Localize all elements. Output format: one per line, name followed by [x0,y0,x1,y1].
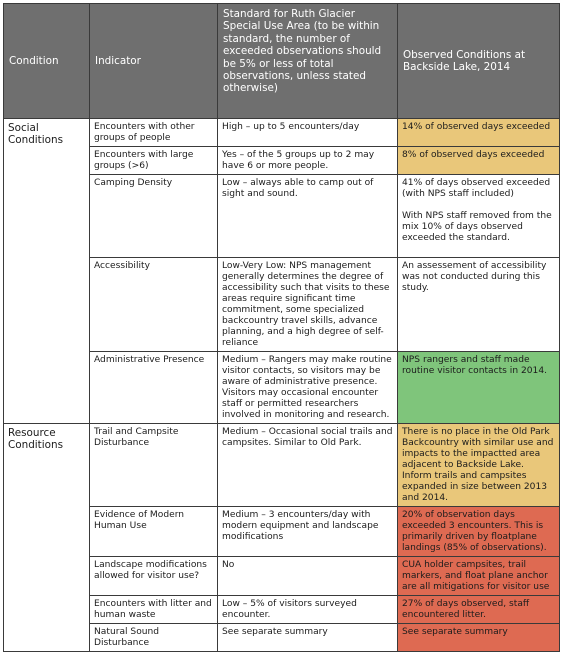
standard-cell: High – up to 5 encounters/day [218,119,398,147]
observed-cell: 27% of days observed, staff encountered litter. [398,596,560,624]
standard-cell: Medium – 3 encounters/day with modern equipment and landscape modifications [218,507,398,557]
standard-cell: Medium – Rangers may make routine visitor contacts, so visitors may be aware of administrative presence. Visitors may occasional encounter staff or permitted researchers involved in monitoring and research. [218,352,398,424]
observed-cell: 14% of observed days exceeded [398,119,560,147]
observed-cell: There is no place in the Old Park Backcountry with similar use and impacts to the impactted area adjacent to Backside Lake. Inform trails and campsites expanded in size between 2013 and 2014. [398,424,560,507]
header-standard: Standard for Ruth Glacier Special Use Area (to be within standard, the number of exceeded observations should be 5% or less of total observations, unless stated otherwise) [218,4,398,119]
standard-cell: Medium – Occasional social trails and campsites. Similar to Old Park. [218,424,398,507]
header-row [4,4,560,119]
standard-cell: See separate summary [218,624,398,652]
indicator-cell: Evidence of Modern Human Use [90,507,218,557]
observed-cell: NPS rangers and staff made routine visitor contacts in 2014. [398,352,560,424]
indicator-cell: Administrative Presence [90,352,218,424]
standard-cell: Low – 5% of visitors surveyed encounter. [218,596,398,624]
observed-text-note: With NPS staff removed from the mix 10% of days observed exceeded the standard. [402,211,552,243]
table-row [4,424,560,507]
header-observed: Observed Conditions at Backside Lake, 2014 [398,4,560,119]
standard-cell: No [218,557,398,596]
table-row [4,119,560,147]
indicator-cell: Encounters with litter and human waste [90,596,218,624]
standard-cell: Low – always able to camp out of sight and sound. [218,175,398,258]
observed-cell: CUA holder campsites, trail markers, and float plane anchor are all mitigations for visitor use [398,557,560,596]
indicator-cell: Natural Sound Disturbance [90,624,218,652]
header-indicator: Indicator [90,4,218,119]
indicator-cell: Encounters with large groups (>6) [90,147,218,175]
indicator-cell: Trail and Campsite Disturbance [90,424,218,507]
standards-table [3,3,560,652]
observed-cell: 8% of observed days exceeded [398,147,560,175]
group-social-conditions: Social Conditions [4,119,90,424]
observed-cell: An assessement of accessibility was not conducted during this study. [398,258,560,352]
indicator-cell: Accessibility [90,258,218,352]
observed-cell [398,175,560,258]
indicator-cell: Landscape modifications allowed for visitor use? [90,557,218,596]
indicator-cell: Encounters with other groups of people [90,119,218,147]
header-condition: Condition [4,4,90,119]
indicator-cell: Camping Density [90,175,218,258]
observed-cell: See separate summary [398,624,560,652]
standard-cell: Low-Very Low: NPS management generally determines the degree of accessibility such that visits to these areas require significant time commitment, some specialized backcountry travel skills, advance planning, and a high degree of self-reliance [218,258,398,352]
group-resource-conditions: Resource Conditions [4,424,90,652]
standard-cell: Yes – of the 5 groups up to 2 may have 6 or more people. [218,147,398,175]
observed-cell: 20% of observation days exceeded 3 encounters. This is primarily driven by floatplane landings (85% of observations). [398,507,560,557]
observed-text: 41% of days observed exceeded (with NPS staff included) [402,178,551,199]
